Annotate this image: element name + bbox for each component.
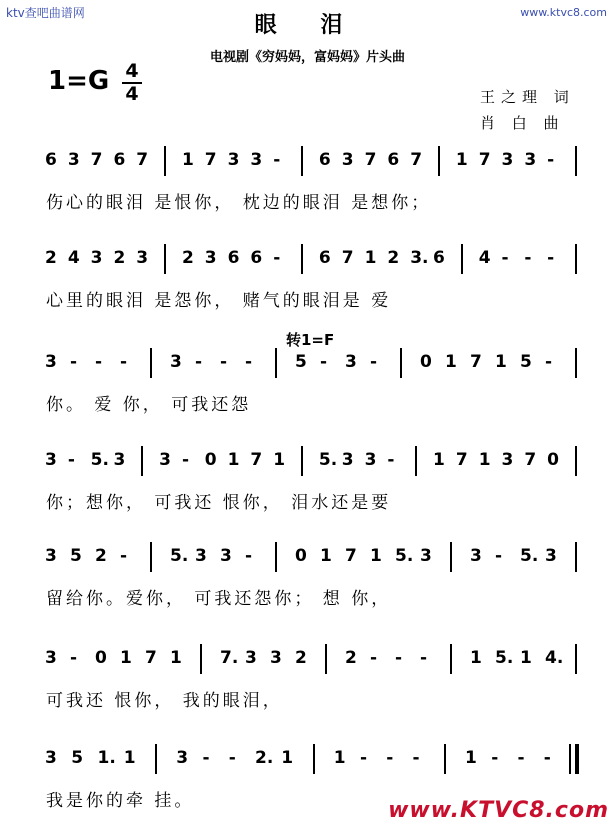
note: 1: [520, 648, 532, 668]
extension-dash: -: [547, 248, 555, 268]
note: 5.: [170, 546, 189, 566]
barline: [275, 542, 277, 572]
note: 3: [250, 150, 263, 170]
note: 3: [45, 450, 57, 470]
note: 3: [524, 150, 537, 170]
barline: [301, 146, 303, 176]
note: 3: [220, 546, 232, 566]
song-title: 眼 泪: [254, 13, 361, 38]
lyric-line: 可我还 恨你， 我的眼泪，: [46, 691, 283, 711]
note: 5: [520, 352, 532, 372]
note: 3: [67, 150, 80, 170]
note: 3: [195, 546, 207, 566]
extension-dash: -: [420, 648, 428, 668]
note: 5.: [395, 546, 414, 566]
note: 4: [67, 248, 80, 268]
lyric-line: 留给你。爱你， 可我还怨你； 想 你，: [46, 589, 392, 609]
note: 2: [295, 648, 307, 668]
note: 7: [345, 546, 357, 566]
note: 3: [45, 648, 57, 668]
note: 5.: [495, 648, 514, 668]
note: 2: [387, 248, 400, 268]
watermark-top-left: ktv查吧曲谱网: [6, 6, 85, 20]
note: 7: [410, 150, 423, 170]
note: 1: [465, 748, 477, 768]
barline: [575, 446, 577, 476]
barline: [155, 744, 157, 774]
barline: [150, 348, 152, 378]
extension-dash: -: [273, 150, 281, 170]
note: 5.: [90, 450, 109, 470]
note: 3: [136, 248, 149, 268]
note: 3: [45, 748, 57, 768]
barline: [575, 542, 577, 572]
note: 1: [333, 748, 346, 768]
extension-dash: -: [495, 546, 503, 566]
note: 7: [455, 450, 468, 470]
extension-dash: -: [181, 450, 190, 470]
extension-dash: -: [360, 748, 368, 768]
note: 5.: [520, 546, 539, 566]
note: 7: [90, 150, 103, 170]
barline: [150, 542, 152, 572]
note: 3: [113, 450, 126, 470]
note: 5.: [318, 450, 338, 470]
note: 7: [470, 352, 482, 372]
extension-dash: -: [370, 352, 378, 372]
extension-dash: -: [524, 248, 532, 268]
extension-dash: -: [245, 546, 253, 566]
barline: [415, 446, 417, 476]
lyricist-credit: 王之理 词: [480, 88, 575, 106]
barline: [450, 542, 452, 572]
note: 0: [95, 648, 107, 668]
notation-line: [0, 450, 615, 490]
notation-line: [0, 648, 615, 688]
notation-line: [0, 248, 615, 288]
lyric-line: 你。 爱 你， 可我还怨: [46, 395, 252, 415]
extension-dash: -: [70, 648, 78, 668]
barline: [164, 244, 166, 274]
note: 7: [250, 450, 263, 470]
note: 6: [113, 150, 126, 170]
note: 2: [113, 248, 126, 268]
note: 1: [478, 450, 491, 470]
note: 3: [45, 352, 57, 372]
note: 7: [524, 450, 537, 470]
lyric-line: 你；想你， 可我还 恨你， 泪水还是要: [46, 493, 392, 513]
note: 7.: [220, 648, 239, 668]
note: 1: [170, 648, 182, 668]
note: 6: [227, 248, 240, 268]
note: 5: [70, 546, 82, 566]
final-barline: [575, 744, 579, 774]
watermark-top-right: www.ktvc8.com: [520, 6, 607, 19]
note: 7: [145, 648, 157, 668]
note: 1: [227, 450, 240, 470]
barline: [301, 244, 303, 274]
barline: [141, 446, 143, 476]
note: 3: [341, 450, 354, 470]
note: 2: [181, 248, 194, 268]
composer-credit: 肖 白 曲: [480, 114, 565, 132]
barline: [164, 146, 166, 176]
extension-dash: -: [543, 748, 551, 768]
note: 2.: [255, 748, 274, 768]
note: 1: [470, 648, 482, 668]
extension-dash: -: [202, 748, 210, 768]
note: 6: [45, 150, 57, 170]
extension-dash: -: [245, 352, 253, 372]
lyric-line: 我是你的牵 挂。: [46, 791, 195, 811]
note: 7: [364, 150, 377, 170]
extension-dash: -: [395, 648, 403, 668]
barline: [301, 446, 303, 476]
note: 1: [123, 748, 136, 768]
note: 7: [341, 248, 354, 268]
note: 1: [320, 546, 332, 566]
note: 3: [170, 352, 182, 372]
key-signature: 1=G: [48, 66, 110, 96]
extension-dash: -: [386, 748, 394, 768]
extension-dash: -: [387, 450, 395, 470]
extension-dash: -: [67, 450, 75, 470]
note: 3: [501, 450, 514, 470]
note: 3: [204, 248, 217, 268]
extension-dash: -: [70, 352, 78, 372]
note: 4: [478, 248, 491, 268]
note: 1: [370, 546, 382, 566]
note: 3: [45, 546, 57, 566]
note: 3: [245, 648, 257, 668]
extension-dash: -: [228, 748, 236, 768]
note: 1: [455, 150, 468, 170]
barline: [575, 348, 577, 378]
note: 1: [364, 248, 377, 268]
note: 1: [120, 648, 132, 668]
note: 1: [495, 352, 507, 372]
extension-dash: -: [491, 748, 499, 768]
note: 0: [204, 450, 217, 470]
extension-dash: -: [195, 352, 203, 372]
barline: [325, 644, 327, 674]
barline: [438, 146, 440, 176]
note: 3: [345, 352, 357, 372]
extension-dash: -: [320, 352, 328, 372]
barline: [461, 244, 463, 274]
note: 3.: [410, 248, 429, 268]
watermark-bottom-right: www.KTVC8.com: [388, 798, 609, 823]
extension-dash: -: [273, 248, 281, 268]
note: 3: [227, 150, 240, 170]
notation-line: [0, 352, 615, 392]
note: 6: [318, 248, 331, 268]
barline: [200, 644, 202, 674]
note: 5: [71, 748, 84, 768]
barline: [400, 348, 402, 378]
extension-dash: -: [370, 648, 378, 668]
extension-dash: -: [501, 248, 509, 268]
note: 2: [345, 648, 357, 668]
note: 1: [281, 748, 294, 768]
extension-dash: -: [95, 352, 103, 372]
note: 1: [273, 450, 286, 470]
notation-line: [0, 546, 615, 586]
extension-dash: -: [545, 352, 553, 372]
note: 6: [387, 150, 400, 170]
note: 3: [364, 450, 377, 470]
note: 7: [204, 150, 217, 170]
note: 1: [445, 352, 457, 372]
final-barline-thin: [569, 744, 571, 774]
lyric-line: 伤心的眼泪 是恨你， 枕边的眼泪 是想你；: [46, 193, 432, 213]
note: 7: [136, 150, 149, 170]
note: 0: [547, 450, 560, 470]
time-signature-bottom: 4: [125, 83, 139, 105]
barline: [575, 644, 577, 674]
note: 1: [433, 450, 445, 470]
notation-line: [0, 150, 615, 190]
note: 6: [318, 150, 331, 170]
note: 3: [90, 248, 103, 268]
note: 0: [420, 352, 432, 372]
note: 1: [181, 150, 194, 170]
time-signature: [120, 62, 144, 104]
note: 7: [478, 150, 491, 170]
notation-line: [0, 748, 615, 788]
note: 0: [295, 546, 307, 566]
note: 3: [501, 150, 514, 170]
note: 6: [433, 248, 445, 268]
note: 6: [250, 248, 263, 268]
note: 3: [159, 450, 171, 470]
extension-dash: -: [547, 150, 555, 170]
barline: [444, 744, 446, 774]
note: 5: [295, 352, 307, 372]
extension-dash: -: [412, 748, 420, 768]
time-signature-top: 4: [125, 60, 139, 82]
note: 2: [45, 248, 57, 268]
note: 3: [341, 150, 354, 170]
barline: [450, 644, 452, 674]
barline: [275, 348, 277, 378]
note: 3: [270, 648, 282, 668]
note: 3: [420, 546, 432, 566]
extension-dash: -: [120, 352, 128, 372]
barline: [575, 146, 577, 176]
note: 1.: [97, 748, 116, 768]
extension-dash: -: [220, 352, 228, 372]
extension-dash: -: [517, 748, 525, 768]
barline: [313, 744, 315, 774]
extension-dash: -: [120, 546, 128, 566]
modulation-mark: 转1=F: [286, 331, 335, 349]
note: 3: [176, 748, 189, 768]
note: 4.: [545, 648, 564, 668]
note: 2: [95, 546, 107, 566]
song-subtitle: 电视剧《穷妈妈，富妈妈》片头曲: [209, 50, 405, 65]
barline: [575, 244, 577, 274]
note: 3: [545, 546, 557, 566]
lyric-line: 心里的眼泪 是怨你， 赌气的眼泪是 爱: [46, 291, 392, 311]
note: 3: [470, 546, 482, 566]
